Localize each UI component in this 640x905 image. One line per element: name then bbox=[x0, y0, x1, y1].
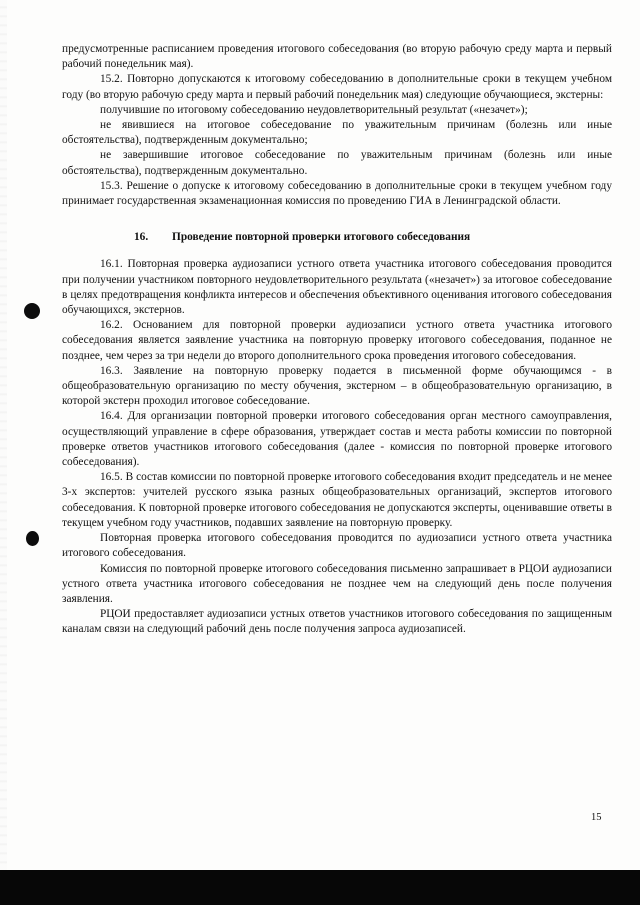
punch-hole-bottom bbox=[26, 531, 39, 546]
paragraph: РЦОИ предоставляет аудиозаписи устных ответов участников итогового собеседования по защищенным каналам связи на следующий рабочий день после получения запроса аудиозаписей. bbox=[62, 608, 612, 636]
paragraph: 16.4. Для организации повторной проверки итогового собеседования орган местного самоуправления, осуществляющий управление в сфере образования, утверждает состав и места работы комиссии по повторной проверке ответов участников итогового собеседования (далее - комиссия по повторной проверке итогового собеседования). bbox=[62, 410, 612, 469]
paragraph: получившие по итоговому собеседованию неудовлетворительный результат («незачет»); bbox=[100, 103, 528, 116]
paragraph: не явившиеся на итоговое собеседование по уважительным причинам (болезнь или иные обстоятельства), подтвержденным документально; bbox=[62, 119, 612, 147]
paragraph: предусмотренные расписанием проведения итогового собеседования (во вторую рабочую среду марта и первый рабочий понедельник мая). bbox=[62, 43, 612, 71]
punch-hole-top bbox=[24, 303, 40, 319]
section-title: Проведение повторной проверки итогового собеседования bbox=[172, 231, 471, 244]
section-heading bbox=[62, 230, 612, 245]
paragraph: 16.3. Заявление на повторную проверку подается в письменной форме обучающимся - в общеобразовательную организацию по месту обучения, экстерном – в общеобразовательную организацию, в которой экстерн проходил итоговое собеседование. bbox=[62, 364, 612, 408]
document-body bbox=[62, 42, 612, 638]
paragraph: Повторная проверка итогового собеседования проводится по аудиозаписи устного ответа участника итогового собеседования. bbox=[62, 532, 612, 560]
paragraph: 15.2. Повторно допускаются к итоговому собеседованию в дополнительные сроки в текущем учебном году (во вторую рабочую среду марта и первый рабочий понедельник мая) следующие обучающиеся, экстерны: bbox=[62, 73, 612, 101]
paragraph: 16.2. Основанием для повторной проверки аудиозаписи устного ответа участника итогового собеседования является заявление участника на повторную проверку итогового собеседования, поданное не позднее, чем через за три недели до второго дополнительного срока проведения итогового собеседования. bbox=[62, 319, 612, 362]
paragraph: 16.1. Повторная проверка аудиозаписи устного ответа участника итогового собеседования проводится при получении участником повторного неудовлетворительного результата («незачет») за итоговое собеседование в целях предотвращения конфликта интересов и обеспечения объективного оценивания итогового собеседования обучающихся, экстернов. bbox=[62, 258, 612, 317]
page-number: 15 bbox=[591, 812, 602, 823]
scan-left-edge bbox=[0, 0, 7, 870]
paragraph: 16.5. В состав комиссии по повторной проверке итогового собеседования входит председатель и не менее 3-х экспертов: учителей русского языка разных общеобразовательных организаций, экспертов итогового собеседования. К повторной проверке итогового собеседования не допускаются эксперты, оценивавшие ответы в текущем учебном году участников, подавших заявление на повторную проверку. bbox=[62, 471, 612, 529]
paragraph: 15.3. Решение о допуске к итоговому собеседованию в дополнительные сроки в текущем учебном году принимает государственная экзаменационная комиссия по проведению ГИА в Ленинградской области. bbox=[62, 179, 612, 208]
paragraph: не завершившие итоговое собеседование по уважительным причинам (болезнь или иные обстоятельства), подтвержденным документально. bbox=[62, 149, 612, 177]
section-number: 16. bbox=[134, 231, 149, 244]
scan-bottom-border bbox=[0, 870, 640, 905]
paragraph: Комиссия по повторной проверке итогового собеседования письменно запрашивает в РЦОИ аудиозаписи устного ответа участника итогового собеседования не позднее чем на следующий день после получения заявления. bbox=[62, 562, 612, 605]
